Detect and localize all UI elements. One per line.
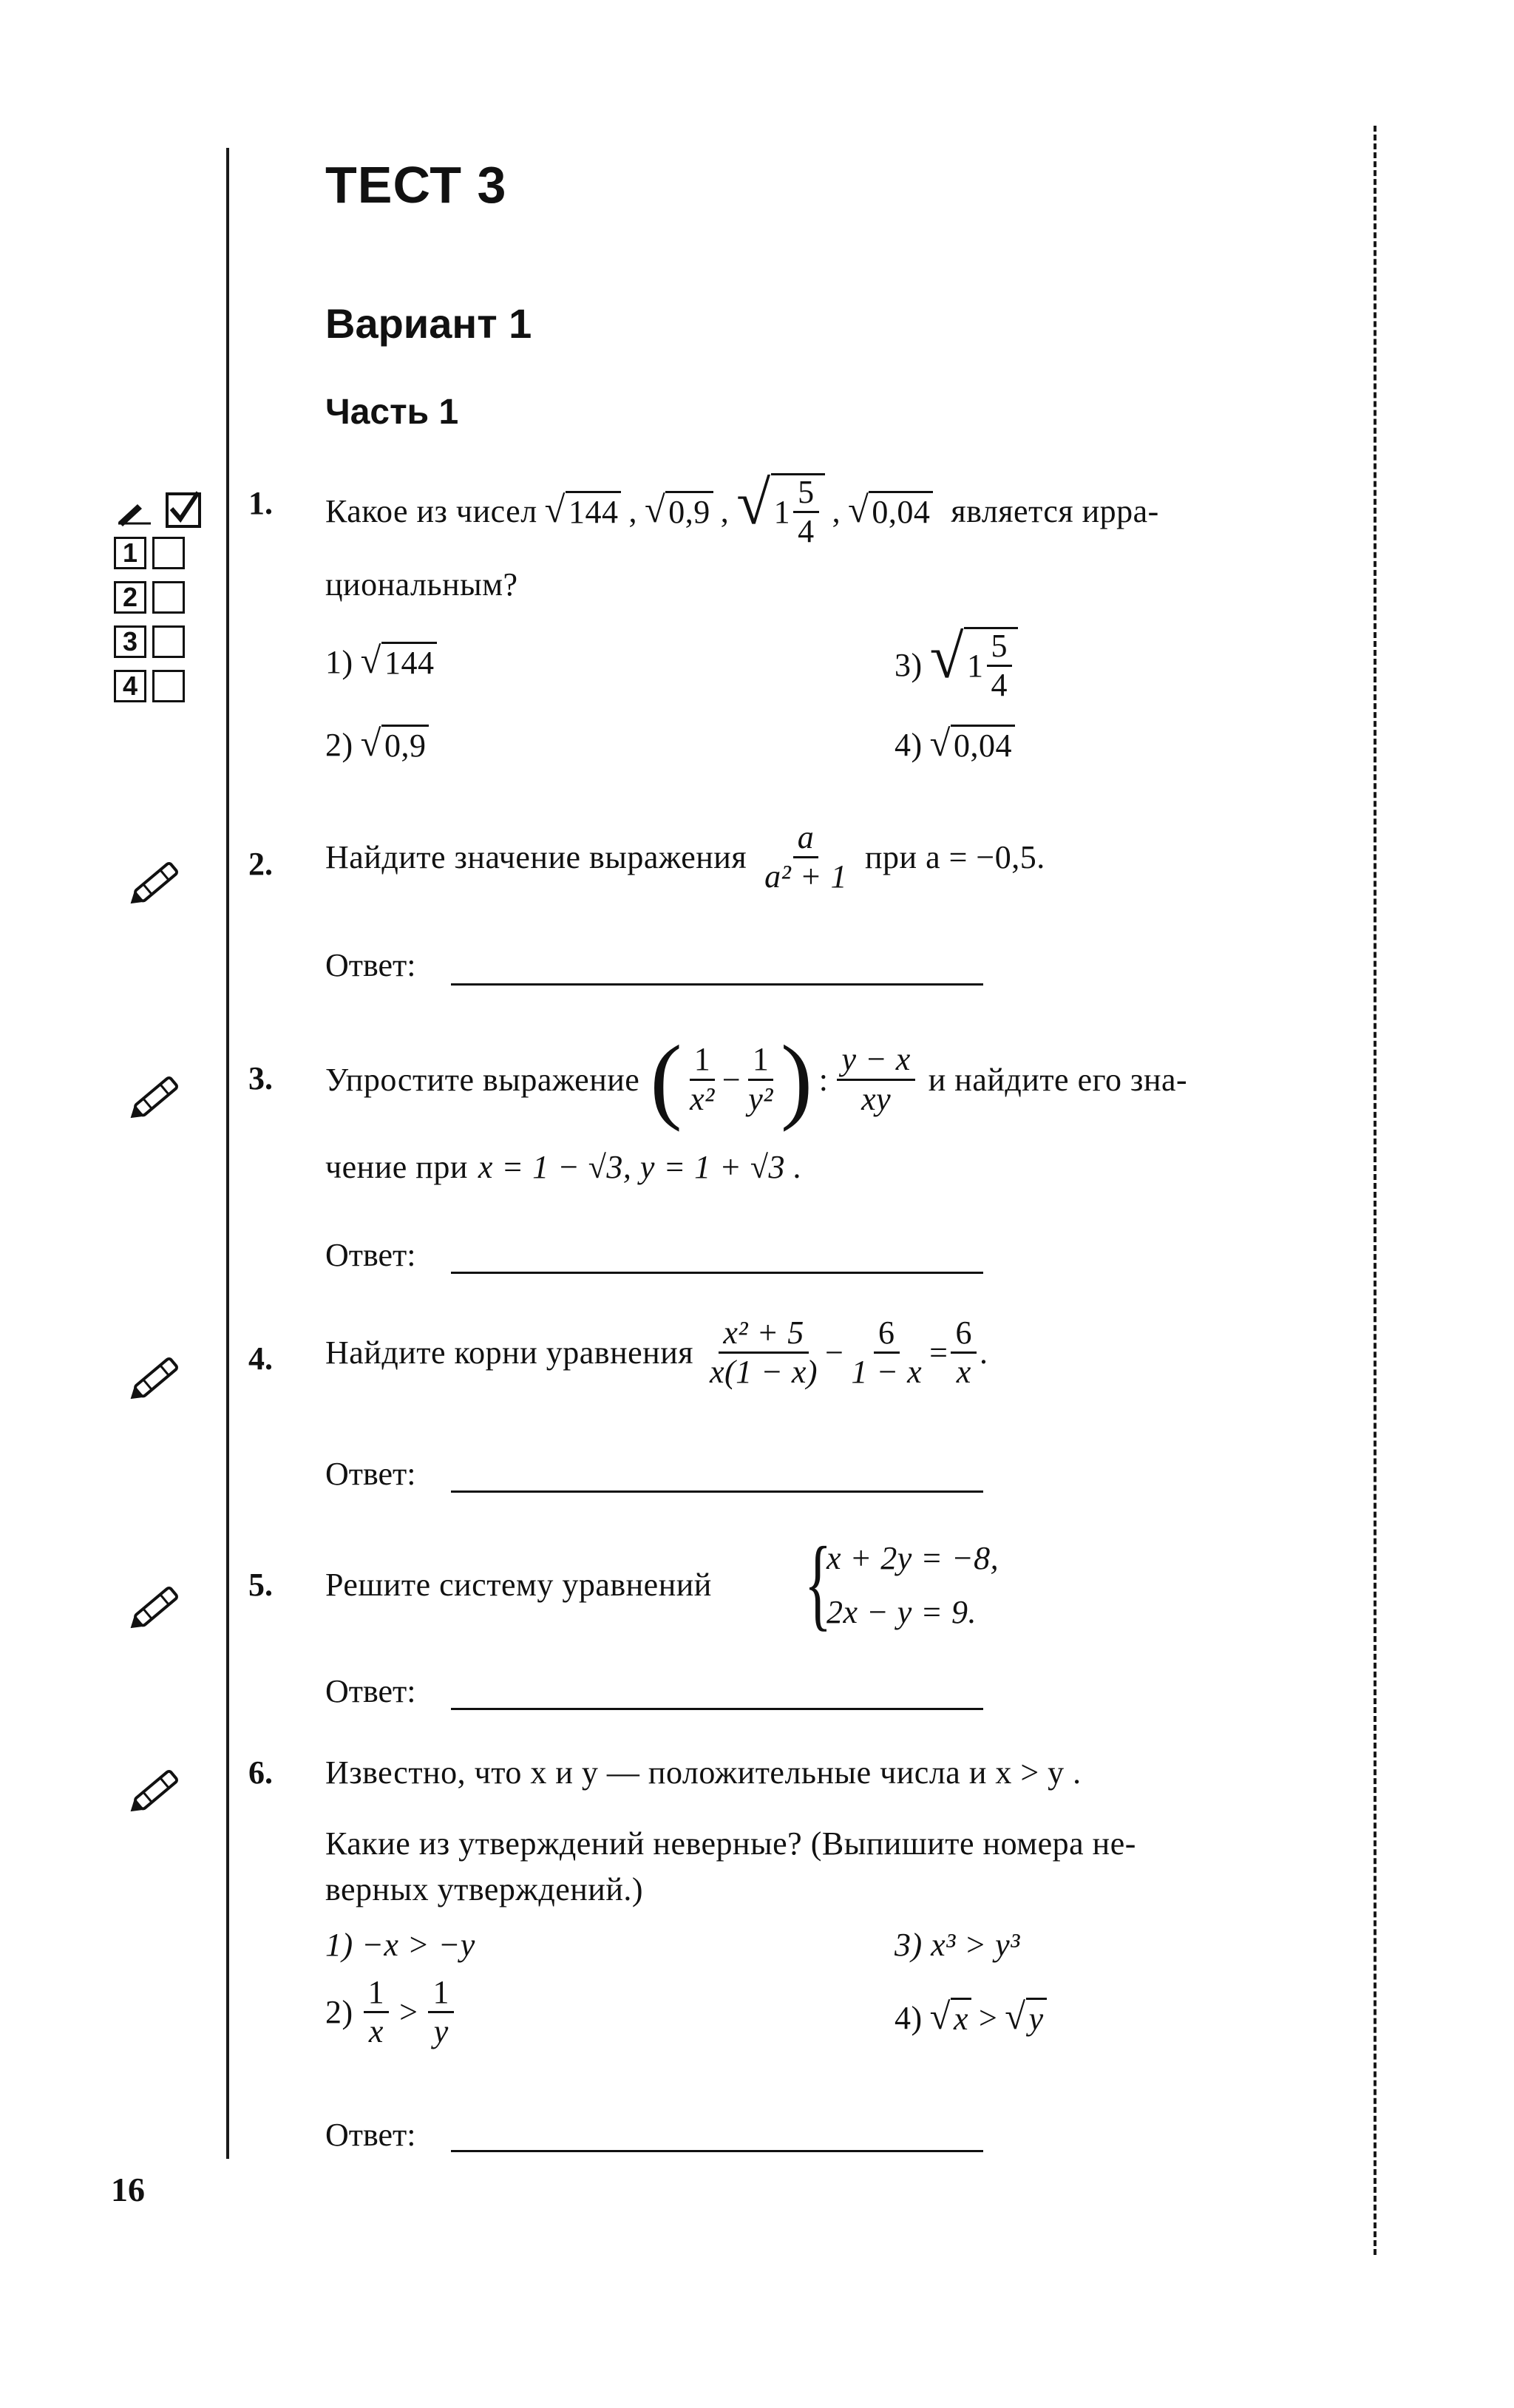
question-6-option-3: 3) x³ > y³ <box>895 1927 1020 1963</box>
question-1-option-4: 4) √ 0,04 <box>895 725 1015 764</box>
question-5-number: 5. <box>248 1567 273 1603</box>
question-3-answer-field[interactable] <box>451 1272 983 1274</box>
question-1-text-line2: циональным? <box>325 566 518 603</box>
question-6-line-3: верных утверждений.) <box>325 1871 644 1907</box>
question-4-text: Найдите корни уравнения $\frac{\text{x² + 5}}{x(1 - x)}$ − $\frac{6}{1 - x}$ = $\frac{6}{x}$ . <box>325 1315 988 1391</box>
system-brace: { <box>804 1526 832 1641</box>
system-equation-1: x + 2y = −8, <box>826 1540 999 1576</box>
question-6-number: 6. <box>248 1754 273 1791</box>
page-number: 16 <box>111 2171 145 2208</box>
question-6-option-1: 1) −x > −y <box>325 1927 475 1963</box>
question-4-answer-label: Ответ: <box>325 1456 416 1492</box>
part-title: Часть 1 <box>325 393 459 432</box>
question-5-answer-field[interactable] <box>451 1708 983 1710</box>
question-6-line-1: Известно, что x и y — положительные числа и x > y . <box>325 1754 1082 1791</box>
test-title: ТЕСТ 3 <box>325 156 507 214</box>
answer-box-4-label: 4 <box>114 670 146 702</box>
answer-box-3-label: 3 <box>114 625 146 658</box>
question-3-number: 3. <box>248 1060 273 1096</box>
answer-box-2-label: 2 <box>114 581 146 614</box>
sqrt-0-9: √ 0,9 <box>645 491 713 531</box>
answer-grid <box>111 489 207 711</box>
question-3-answer-label: Ответ: <box>325 1237 416 1273</box>
pen-icon <box>123 1346 194 1408</box>
question-1-option-1: 1) √ 144 <box>325 642 437 682</box>
question-2-answer-label: Ответ: <box>325 947 416 983</box>
question-6-answer-label: Ответ: <box>325 2117 416 2153</box>
answer-box-3[interactable] <box>152 625 185 658</box>
pen-icon <box>123 850 194 912</box>
question-4-number: 4. <box>248 1340 273 1377</box>
question-6-answer-field[interactable] <box>451 2150 983 2152</box>
question-1-number: 1. <box>248 485 273 521</box>
question-6-line-2: Какие из утверждений неверные? (Выпишите номера не- <box>325 1825 1136 1862</box>
question-2-text: Найдите значение выражения $\frac{a}{\text{a² + 1}}$ при a = −0,5. <box>325 819 1045 895</box>
question-1-option-3: 3) √ 1 $\frac{5}{4}$ <box>895 627 1018 702</box>
variant-title: Вариант 1 <box>325 300 532 347</box>
question-5-text: Решите систему уравнений <box>325 1567 712 1603</box>
question-5-answer-label: Ответ: <box>325 1673 416 1709</box>
question-1-text-end: является ирра- <box>951 492 1159 529</box>
pen-icon <box>123 1758 194 1820</box>
question-4-answer-field[interactable] <box>451 1490 983 1493</box>
question-3-text: Упростите выражение ( $\frac{1}{\text{x²}}$ − $\frac{1}{\text{y²}}$ ) : $\frac{y - x}{xy}$ и найдите его зна- <box>325 1026 1188 1133</box>
question-6-option-2: 2) $\frac{1}{x}$ > $\frac{1}{y}$ <box>325 1975 457 2049</box>
question-2-number: 2. <box>248 846 273 882</box>
question-3-text-line2: чение при x = 1 − √3, y = 1 + √3 . <box>325 1149 802 1185</box>
system-equation-2: 2x − y = 9. <box>826 1594 977 1630</box>
pen-icon <box>123 1065 194 1127</box>
question-6-option-4: 4) √ x > √ y <box>895 1998 1047 2038</box>
answer-box-1[interactable] <box>152 537 185 569</box>
margin-rule <box>226 148 229 2159</box>
answer-box-4[interactable] <box>152 670 185 702</box>
question-2-answer-field[interactable] <box>451 983 983 986</box>
question-1-prompt: Какое из чисел <box>325 492 537 529</box>
question-1-text: Какое из чисел √ 144 , √ 0,9 , √ 1 $\frac{5}{4}$ , √ 0,04 является ирра- <box>325 469 1159 550</box>
pen-check-icon <box>115 489 204 531</box>
question-1-option-2: 2) √ 0,9 <box>325 725 429 764</box>
answer-box-1-label: 1 <box>114 537 146 569</box>
sqrt-mixed: √ 1 $\frac{5}{4}$ <box>736 473 824 549</box>
sqrt-144: √ 144 <box>545 491 622 531</box>
pen-icon <box>123 1575 194 1637</box>
answer-box-2[interactable] <box>152 581 185 614</box>
cut-line <box>1374 126 1376 2255</box>
sqrt-0-04: √ 0,04 <box>848 491 933 531</box>
